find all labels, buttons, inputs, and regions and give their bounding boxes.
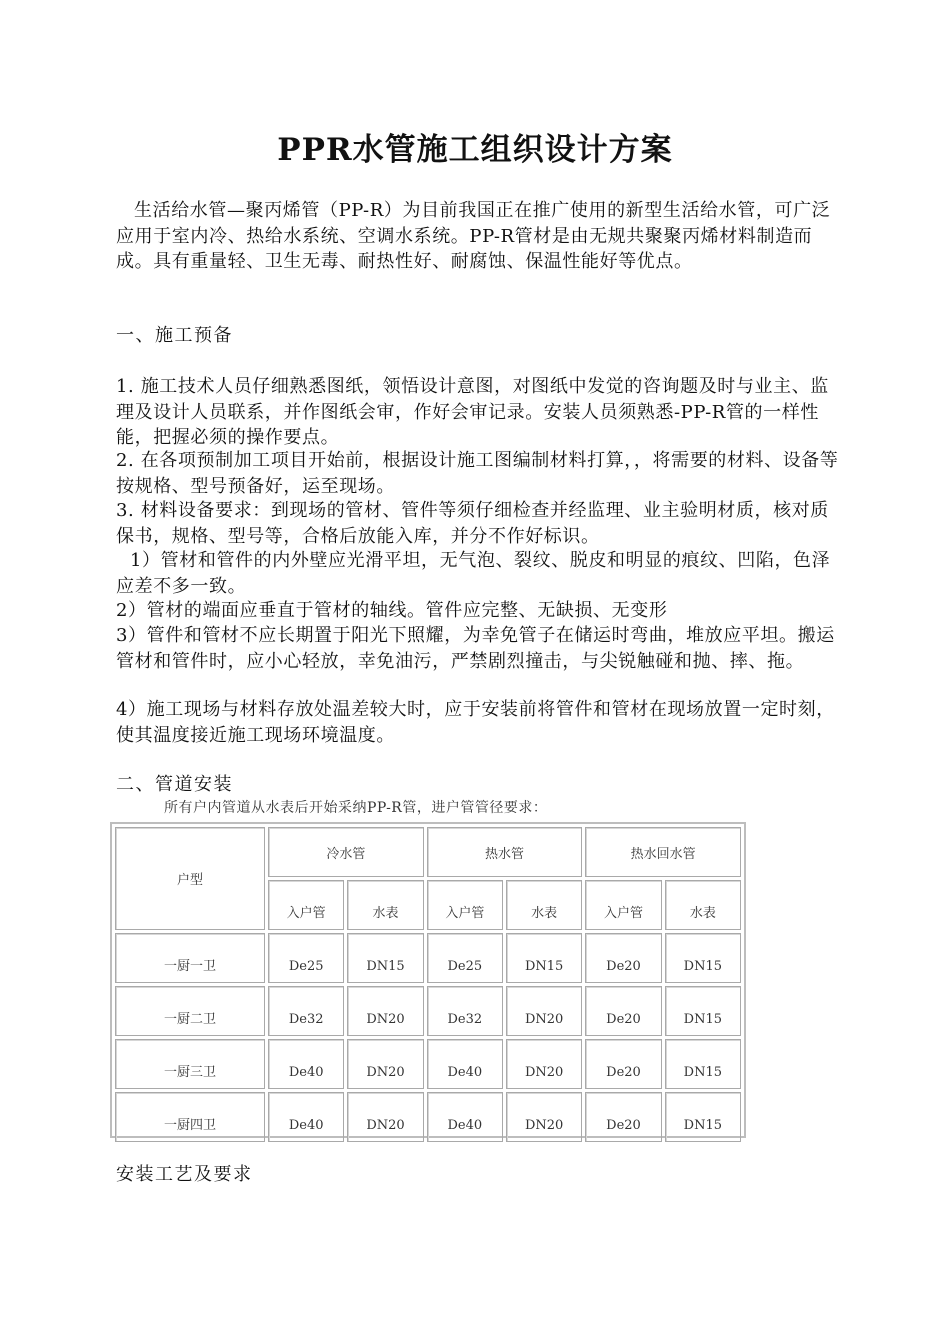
subheader-cell: 入户管	[427, 880, 503, 930]
prep-item-2: 2. 在各项预制加工项目开始前，根据设计施工图编制材料打算，，将需要的材料、设备等按规格、型号预备好，运至现场。	[116, 450, 839, 497]
intro-paragraph: 生活给水管—聚丙烯管（PP-R）为目前我国正在推广使用的新型生活给水管，可广泛应用于室内冷、热给水系统、空调水系统。PP-R管材是由无规共聚聚丙烯材料制造而成。具有重量轻、卫生无毒、耐热性好、耐腐蚀、保温性能好等优点。	[116, 200, 831, 273]
subheader-cell: 入户管	[585, 880, 661, 930]
table-row	[115, 1092, 741, 1142]
document-title: PPR水管施工组织设计方案	[277, 132, 673, 168]
table-cell: De40	[427, 1039, 503, 1089]
table-header-row	[115, 827, 741, 877]
table-cell: De40	[427, 1092, 503, 1142]
prep-item-1: 1. 施工技术人员仔细熟悉图纸，领悟设计意图，对图纸中发觉的咨询题及时与业主、监理及设计人员联系，并作图纸会审，作好会审记录。安装人员须熟悉-PP-R管的一样性能，把握必须的操作要点。	[116, 376, 829, 449]
table-cell: De40	[268, 1039, 344, 1089]
subheader-cell: 水表	[347, 880, 423, 930]
material-req-4: 4）施工现场与材料存放处温差较大时，应于安装前将管件和管材在现场放置一定时刻，使其温度接近施工现场环境温度。	[116, 699, 835, 746]
table-cell: De25	[427, 933, 503, 983]
header-cold-water: 冷水管	[268, 827, 424, 877]
table-cell: DN15	[665, 986, 741, 1036]
subsection-heading-process: 安装工艺及要求	[116, 1164, 253, 1185]
table-cell: DN20	[347, 1092, 423, 1142]
table-cell: DN15	[506, 933, 582, 983]
subheader-cell: 水表	[665, 880, 741, 930]
table-cell: DN20	[506, 1092, 582, 1142]
section-heading-installation: 二、管道安装	[116, 774, 233, 795]
header-hot-water: 热水管	[427, 827, 583, 877]
table-cell: De20	[585, 986, 661, 1036]
row-household-type: 一厨一卫	[115, 933, 265, 983]
material-req-3: 3）管件和管材不应长期置于阳光下照耀，为幸免管子在储运时弯曲，堆放应平坦。搬运管材和管件时，应小心轻放，幸免油污，严禁剧烈撞击，与尖锐触碰和抛、摔、拖。	[116, 625, 835, 672]
table-row	[115, 986, 741, 1036]
subheader-cell: 入户管	[268, 880, 344, 930]
table-cell: De32	[427, 986, 503, 1036]
table-cell: DN15	[665, 1039, 741, 1089]
table-cell: De20	[585, 933, 661, 983]
pipe-spec-table	[112, 824, 744, 1145]
table-note: 所有户内管道从水表后开始采纳PP-R管，进户管管径要求：	[164, 800, 548, 816]
table-cell: DN20	[347, 986, 423, 1036]
material-req-2: 2）管材的端面应垂直于管材的轴线。管件应完整、无缺损、无变形	[116, 600, 668, 621]
table-row	[115, 933, 741, 983]
header-hot-return: 热水回水管	[585, 827, 741, 877]
material-req-1: 1）管材和管件的内外壁应光滑平坦，无气泡、裂纹、脱皮和明显的痕纹、凹陷，色泽应差不多一致。	[116, 550, 831, 597]
table-cell: DN20	[506, 1039, 582, 1089]
table-cell: DN20	[347, 1039, 423, 1089]
header-household-type: 户型	[115, 827, 265, 930]
table-cell: DN15	[665, 933, 741, 983]
row-household-type: 一厨三卫	[115, 1039, 265, 1089]
pipe-spec-table-frame	[110, 822, 746, 1138]
table-cell: De25	[268, 933, 344, 983]
section-heading-preparation: 一、施工预备	[116, 325, 233, 346]
table-cell: De20	[585, 1092, 661, 1142]
table-cell: DN15	[665, 1092, 741, 1142]
table-cell: De32	[268, 986, 344, 1036]
table-cell: DN20	[506, 986, 582, 1036]
table-cell: DN15	[347, 933, 423, 983]
table-row	[115, 1039, 741, 1089]
row-household-type: 一厨二卫	[115, 986, 265, 1036]
subheader-cell: 水表	[506, 880, 582, 930]
table-cell: De40	[268, 1092, 344, 1142]
row-household-type: 一厨四卫	[115, 1092, 265, 1142]
table-cell: De20	[585, 1039, 661, 1089]
prep-item-3: 3. 材料设备要求：到现场的管材、管件等须仔细检查并经监理、业主验明材质，核对质保书，规格、型号等，合格后放能入库，并分不作好标识。	[116, 500, 829, 547]
